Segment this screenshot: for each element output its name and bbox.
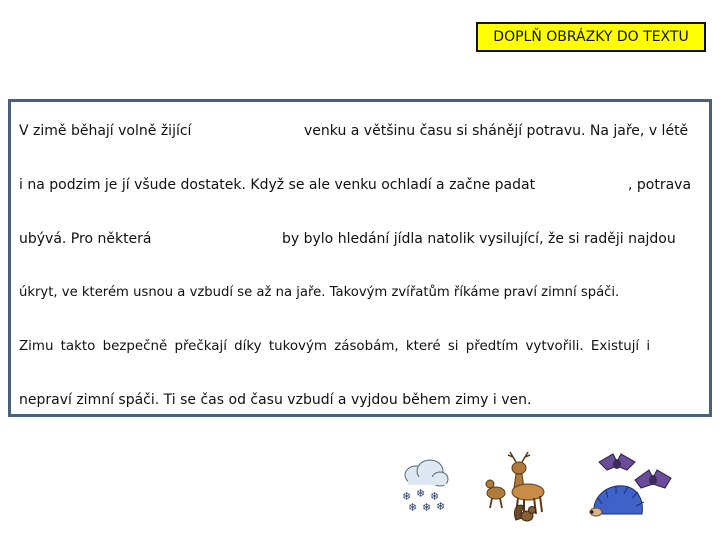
text-segment: , potrava	[628, 177, 692, 193]
text-segment: by bylo hledání jídla natolik vysilující, že si raději najdou	[282, 231, 676, 247]
svg-text:❄: ❄	[416, 487, 426, 500]
svg-text:❄: ❄	[430, 490, 440, 503]
text-segment: i na podzim je jí všude dostatek. Když se ale venku ochladí a začne padat	[19, 177, 536, 193]
worksheet-title: DOPLŇ OBRÁZKY DO TEXTU	[476, 22, 706, 52]
svg-text:❄: ❄	[436, 500, 446, 513]
svg-text:❄: ❄	[408, 501, 418, 514]
text-line-5: Zimu takto bezpečně přečkají díky tukovým zásobám, které si předtím vytvořili. Existují i	[19, 339, 651, 354]
squirrel-icon	[512, 500, 538, 524]
text-panel	[8, 99, 712, 417]
svg-text:❄: ❄	[402, 490, 412, 503]
hedgehog-icon	[588, 478, 648, 522]
snow-cloud-icon	[400, 455, 450, 515]
text-line-6: nepraví zimní spáči. Ti se čas od času vzbudí a vyjdou během zimy i ven.	[19, 392, 532, 408]
text-line-4: úkryt, ve kterém usnou a vzbudí se až na jaře. Takovým zvířatům říkáme praví zimní spáči.	[19, 285, 620, 300]
svg-text:❄: ❄	[422, 501, 432, 514]
text-segment: venku a většinu času si shánějí potravu. Na jaře, v létě	[304, 123, 689, 139]
text-segment: V zimě běhají volně žijící	[19, 123, 192, 139]
text-segment: ubývá. Pro některá	[19, 231, 152, 247]
